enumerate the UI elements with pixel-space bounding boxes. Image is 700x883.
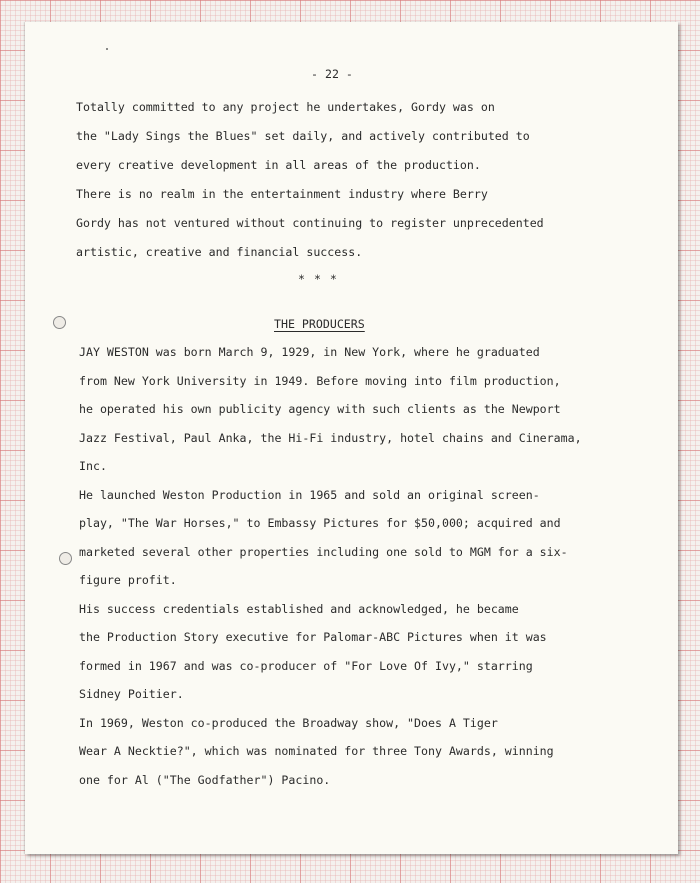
punch-hole-mark: [53, 316, 66, 329]
text-line: Totally committed to any project he undertakes, Gordy was on: [76, 100, 495, 114]
punch-hole-mark: [59, 552, 72, 565]
text-line: the Production Story executive for Palomar-ABC Pictures when it was: [79, 630, 547, 644]
text-line: he operated his own publicity agency with such clients as the Newport: [79, 402, 561, 416]
page-number: - 22 -: [311, 67, 353, 81]
text-line: Jazz Festival, Paul Anka, the Hi-Fi industry, hotel chains and Cinerama,: [79, 430, 582, 445]
section-separator: * * *: [298, 272, 338, 286]
text-line: marketed several other properties including one sold to MGM for a six-: [79, 544, 568, 559]
text-line: every creative development in all areas of the production.: [76, 158, 481, 172]
text-line: JAY WESTON was born March 9, 1929, in New York, where he graduated: [79, 345, 540, 359]
text-line: Inc.: [79, 459, 107, 473]
text-line: In 1969, Weston co-produced the Broadway show, "Does A Tiger: [79, 715, 498, 730]
text-line: Sidney Poitier.: [79, 687, 184, 701]
text-line: formed in 1967 and was co-producer of "For Love Of Ivy," starring: [79, 658, 533, 673]
text-line: one for Al ("The Godfather") Pacino.: [79, 772, 331, 787]
paper-speck: [106, 48, 108, 50]
section-heading: THE PRODUCERS: [274, 317, 365, 331]
text-line: His success credentials established and acknowledged, he became: [79, 601, 519, 616]
text-line: artistic, creative and financial success.: [76, 245, 363, 259]
text-line: from New York University in 1949. Before moving into film production,: [79, 373, 561, 388]
text-line: the "Lady Sings the Blues" set daily, and actively contributed to: [76, 129, 530, 143]
text-line: There is no realm in the entertainment industry where Berry: [76, 187, 488, 201]
typewritten-page: [25, 22, 678, 854]
text-line: play, "The War Horses," to Embassy Pictures for $50,000; acquired and: [79, 516, 561, 530]
text-line: Gordy has not ventured without continuing to register unprecedented: [76, 216, 544, 230]
text-line: He launched Weston Production in 1965 and sold an original screen-: [79, 487, 540, 502]
text-line: figure profit.: [79, 573, 177, 587]
text-line: Wear A Necktie?", which was nominated for three Tony Awards, winning: [79, 744, 554, 758]
